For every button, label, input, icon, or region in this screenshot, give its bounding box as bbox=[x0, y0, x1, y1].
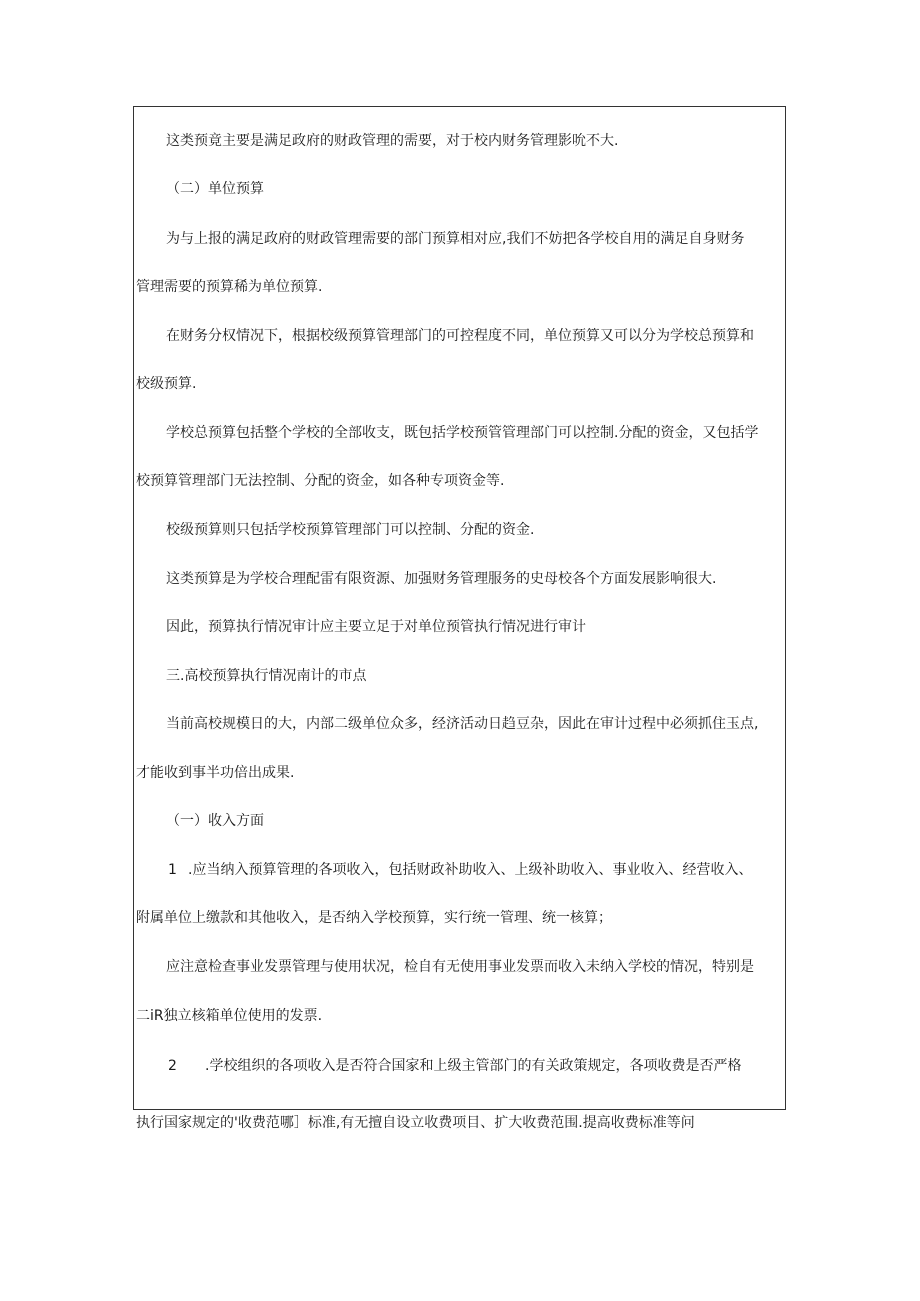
paragraph-line: 执行国家规定的'收费范哪］标准,有无擅自设立收费项目、扩大收费范围.提高收费标准等问 bbox=[136, 1115, 695, 1131]
paragraph-line: 附属单位上缴款和其他收入，是否纳入学校预算，实行统一管理、统一核算； bbox=[136, 910, 612, 926]
paragraph-line: 这类预竟主要是满足政府的财政管理的需要，对于校内财务管理影吮不大. bbox=[166, 133, 619, 149]
paragraph-line: 校预算管理部门无法控制、分配的资金，如各种专项资金等. bbox=[136, 473, 505, 489]
paragraph-line: 当前高校规模日的大，内部二级单位众多，经济活动日趋豆杂，因此在审计过程中必须抓住玉点, bbox=[166, 716, 759, 732]
paragraph-line: 校级预算则只包括学校预算管理部门可以控制、分配的资金. bbox=[166, 522, 535, 538]
list-number: 2 bbox=[168, 1058, 177, 1074]
paragraph-line: 校级预算. bbox=[136, 376, 197, 392]
section-heading: 三.高校预算执行情况南计的市点 bbox=[166, 668, 367, 684]
paragraph-line: 管理需要的预算稀为单位预算. bbox=[136, 279, 323, 295]
paragraph-line: 应注意检查事业发票管理与使用状况，检自有无使用事业发票而收入未纳入学校的情况，特别是 bbox=[166, 959, 754, 975]
paragraph-line: 在财务分权情况下，根据校级预算管理部门的可控程度不同，单位预算又可以分为学校总预算和 bbox=[166, 328, 754, 344]
section-heading: （二）单位预算 bbox=[166, 181, 264, 197]
paragraph-line: 这类预算是为学校合理配雷有限资源、加强财务管理服务的史母校各个方面发展影响很大. bbox=[166, 571, 717, 587]
paragraph-line: .学校组织的各项收入是否符合国家和上级主管部门的有关政策规定，各项收费是否严格 bbox=[205, 1058, 742, 1074]
paragraph-line: 学校总预算包括整个学校的全部收支，既包括学校预管管理部门可以控制.分配的资金，又包括学 bbox=[166, 425, 759, 441]
paragraph-line: 为与上报的满足政府的财政管理需要的部门预算相对应,我们不妨把各学校自用的满足自身财务 bbox=[166, 231, 745, 247]
paragraph-line: 二iR独立核箱单位使用的发票. bbox=[136, 1008, 323, 1024]
paragraph-line: .应当纳入预算管理的各项收入，包括财政补助收入、上级补助收入、事业收入、经营收入、 bbox=[188, 862, 753, 878]
list-number: 1 bbox=[168, 862, 177, 878]
paragraph-line: 才能收到事半功倍出成果. bbox=[136, 765, 295, 781]
paragraph-line: 因此，预算执行情况审计应主要立足于对单位预管执行情况进行审计 bbox=[166, 619, 586, 635]
section-heading: （一）收入方面 bbox=[166, 813, 264, 829]
